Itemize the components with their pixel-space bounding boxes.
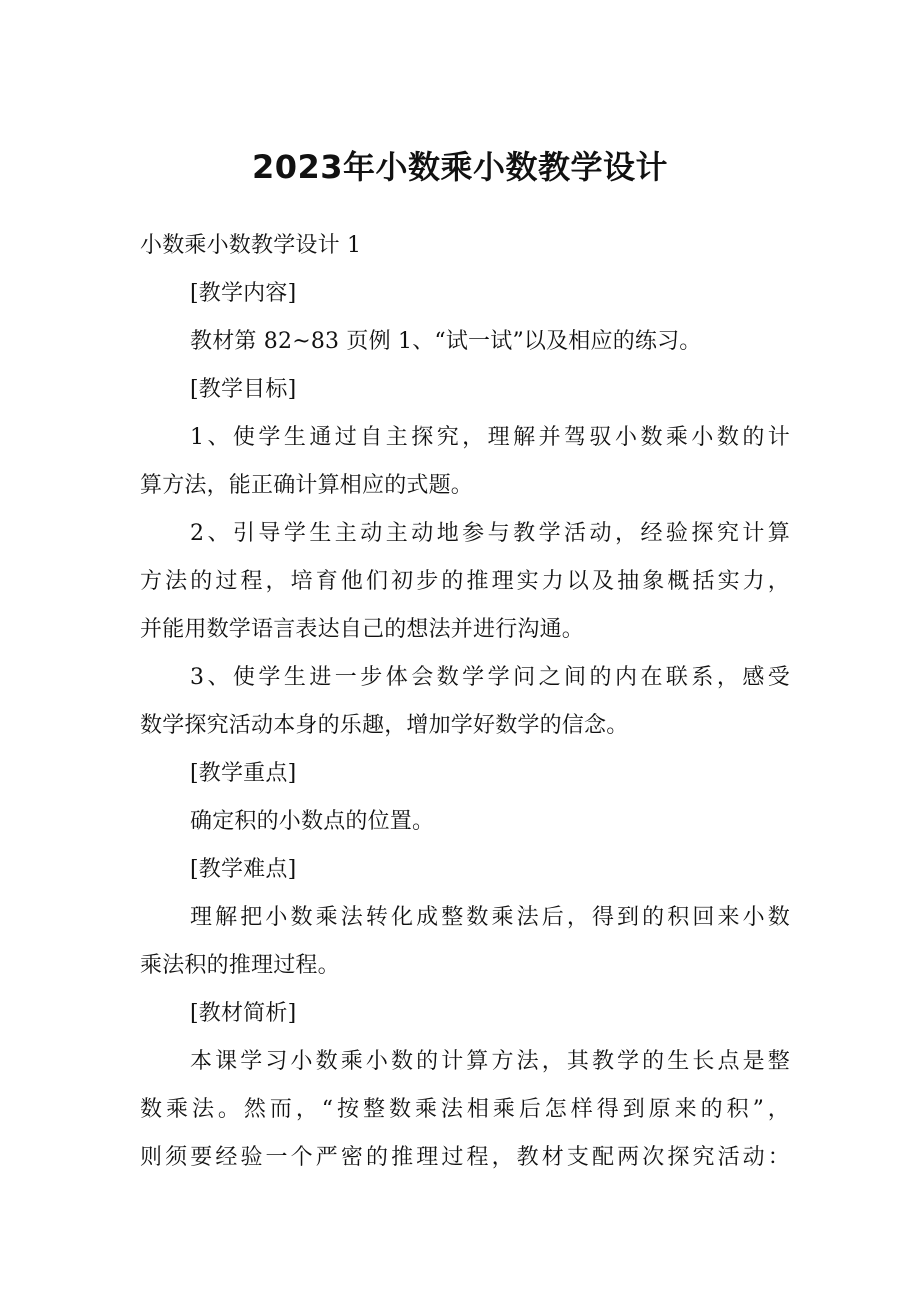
paragraph-line: 3、使学生进一步体会数学学问之间的内在联系，感受	[190, 665, 790, 690]
paragraph-line: 算方法，能正确计算相应的式题。	[140, 473, 474, 498]
bracket-heading-difficulty: [教学难点]	[190, 857, 297, 882]
paragraph-line: 数乘法。然而，“按整数乘法相乘后怎样得到原来的积”，	[140, 1097, 790, 1122]
paragraph-line: 乘法积的推理过程。	[140, 953, 340, 978]
bracket-heading-goals: [教学目标]	[190, 377, 297, 402]
paragraph-line: 确定积的小数点的位置。	[190, 809, 435, 834]
paragraph-line: 数学探究活动本身的乐趣，增加学好数学的信念。	[140, 713, 629, 738]
paragraph-line: 则须要经验一个严密的推理过程，教材支配两次探究活动：	[140, 1145, 790, 1170]
paragraph-line: 理解把小数乘法转化成整数乘法后，得到的积回来小数	[190, 905, 790, 930]
paragraph-line: 并能用数学语言表达自己的想法并进行沟通。	[140, 617, 585, 642]
section-heading: 小数乘小数教学设计 1	[140, 233, 362, 258]
bracket-heading-key-point: [教学重点]	[190, 761, 297, 786]
bracket-heading-content: [教学内容]	[190, 281, 297, 306]
paragraph-line: 教材第 82~83 页例 1、“试一试”以及相应的练习。	[190, 329, 702, 354]
document-body	[140, 222, 790, 1182]
paragraph-line: 本课学习小数乘小数的计算方法，其教学的生长点是整	[190, 1049, 790, 1074]
paragraph-line: 方法的过程，培育他们初步的推理实力以及抽象概括实力，	[140, 569, 790, 594]
document-title: 2023年小数乘小数教学设计	[251, 148, 669, 186]
paragraph-line: 2、引导学生主动主动地参与教学活动，经验探究计算	[190, 521, 790, 546]
paragraph-line: 1、使学生通过自主探究，理解并驾驭小数乘小数的计	[190, 425, 790, 450]
bracket-heading-analysis: [教材简析]	[190, 1001, 297, 1026]
